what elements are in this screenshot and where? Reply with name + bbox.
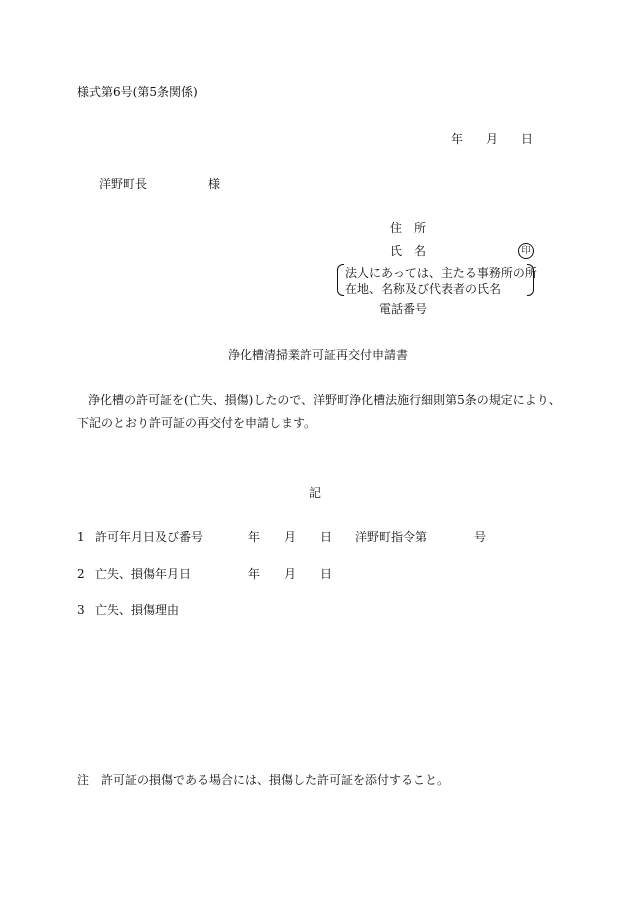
- phone-label: 電話番号: [379, 302, 428, 316]
- item-1-label: 許可年月日及び番号: [95, 530, 204, 544]
- item-3-number: 3: [77, 603, 85, 617]
- document-title: 浄化槽清掃業許可証再交付申請書: [228, 348, 409, 362]
- addressee-honorific: 様: [208, 177, 221, 191]
- name-label: 氏 名: [390, 244, 427, 258]
- ki-heading: 記: [309, 486, 322, 500]
- item-1-day: 日: [320, 530, 333, 544]
- item-1-number: 1: [77, 530, 85, 544]
- item-1-year: 年: [248, 530, 261, 544]
- body-text-line1: 浄化槽の許可証を(亡失、損傷)したので、洋野町浄化槽法施行細則第5条の規定により、: [88, 393, 561, 407]
- item-2-month: 月: [284, 567, 297, 581]
- corporation-note-line1: 法人にあっては、主たる事務所の所: [345, 266, 537, 280]
- form-number: 様式第6号(第5条関係): [77, 85, 198, 99]
- note-label: 注: [77, 773, 90, 787]
- corporation-note: [337, 263, 537, 297]
- addressee-name: 洋野町長: [99, 177, 148, 191]
- item-2-year: 年: [248, 567, 261, 581]
- body-text-line2: 下記のとおり許可証の再交付を申請します。: [77, 416, 317, 430]
- note-text: 許可証の損傷である場合には、損傷した許可証を添付すること。: [101, 773, 450, 787]
- corporation-note-line2: 在地、名称及び代表者の氏名: [345, 282, 502, 296]
- date-year-label: 年: [451, 132, 464, 146]
- item-1-gou: 号: [474, 530, 487, 544]
- item-1-month: 月: [284, 530, 297, 544]
- item-3-label: 亡失、損傷理由: [95, 603, 180, 617]
- item-2-number: 2: [77, 567, 85, 581]
- date-day-label: 日: [521, 132, 534, 146]
- date-month-label: 月: [486, 132, 499, 146]
- item-2-day: 日: [320, 567, 333, 581]
- right-bracket: [527, 264, 534, 296]
- item-1-ref: 洋野町指令第: [355, 530, 428, 544]
- address-label: 住 所: [390, 221, 427, 235]
- left-bracket: [337, 264, 344, 296]
- item-2-label: 亡失、損傷年月日: [95, 567, 192, 581]
- seal-mark: 印: [518, 243, 534, 259]
